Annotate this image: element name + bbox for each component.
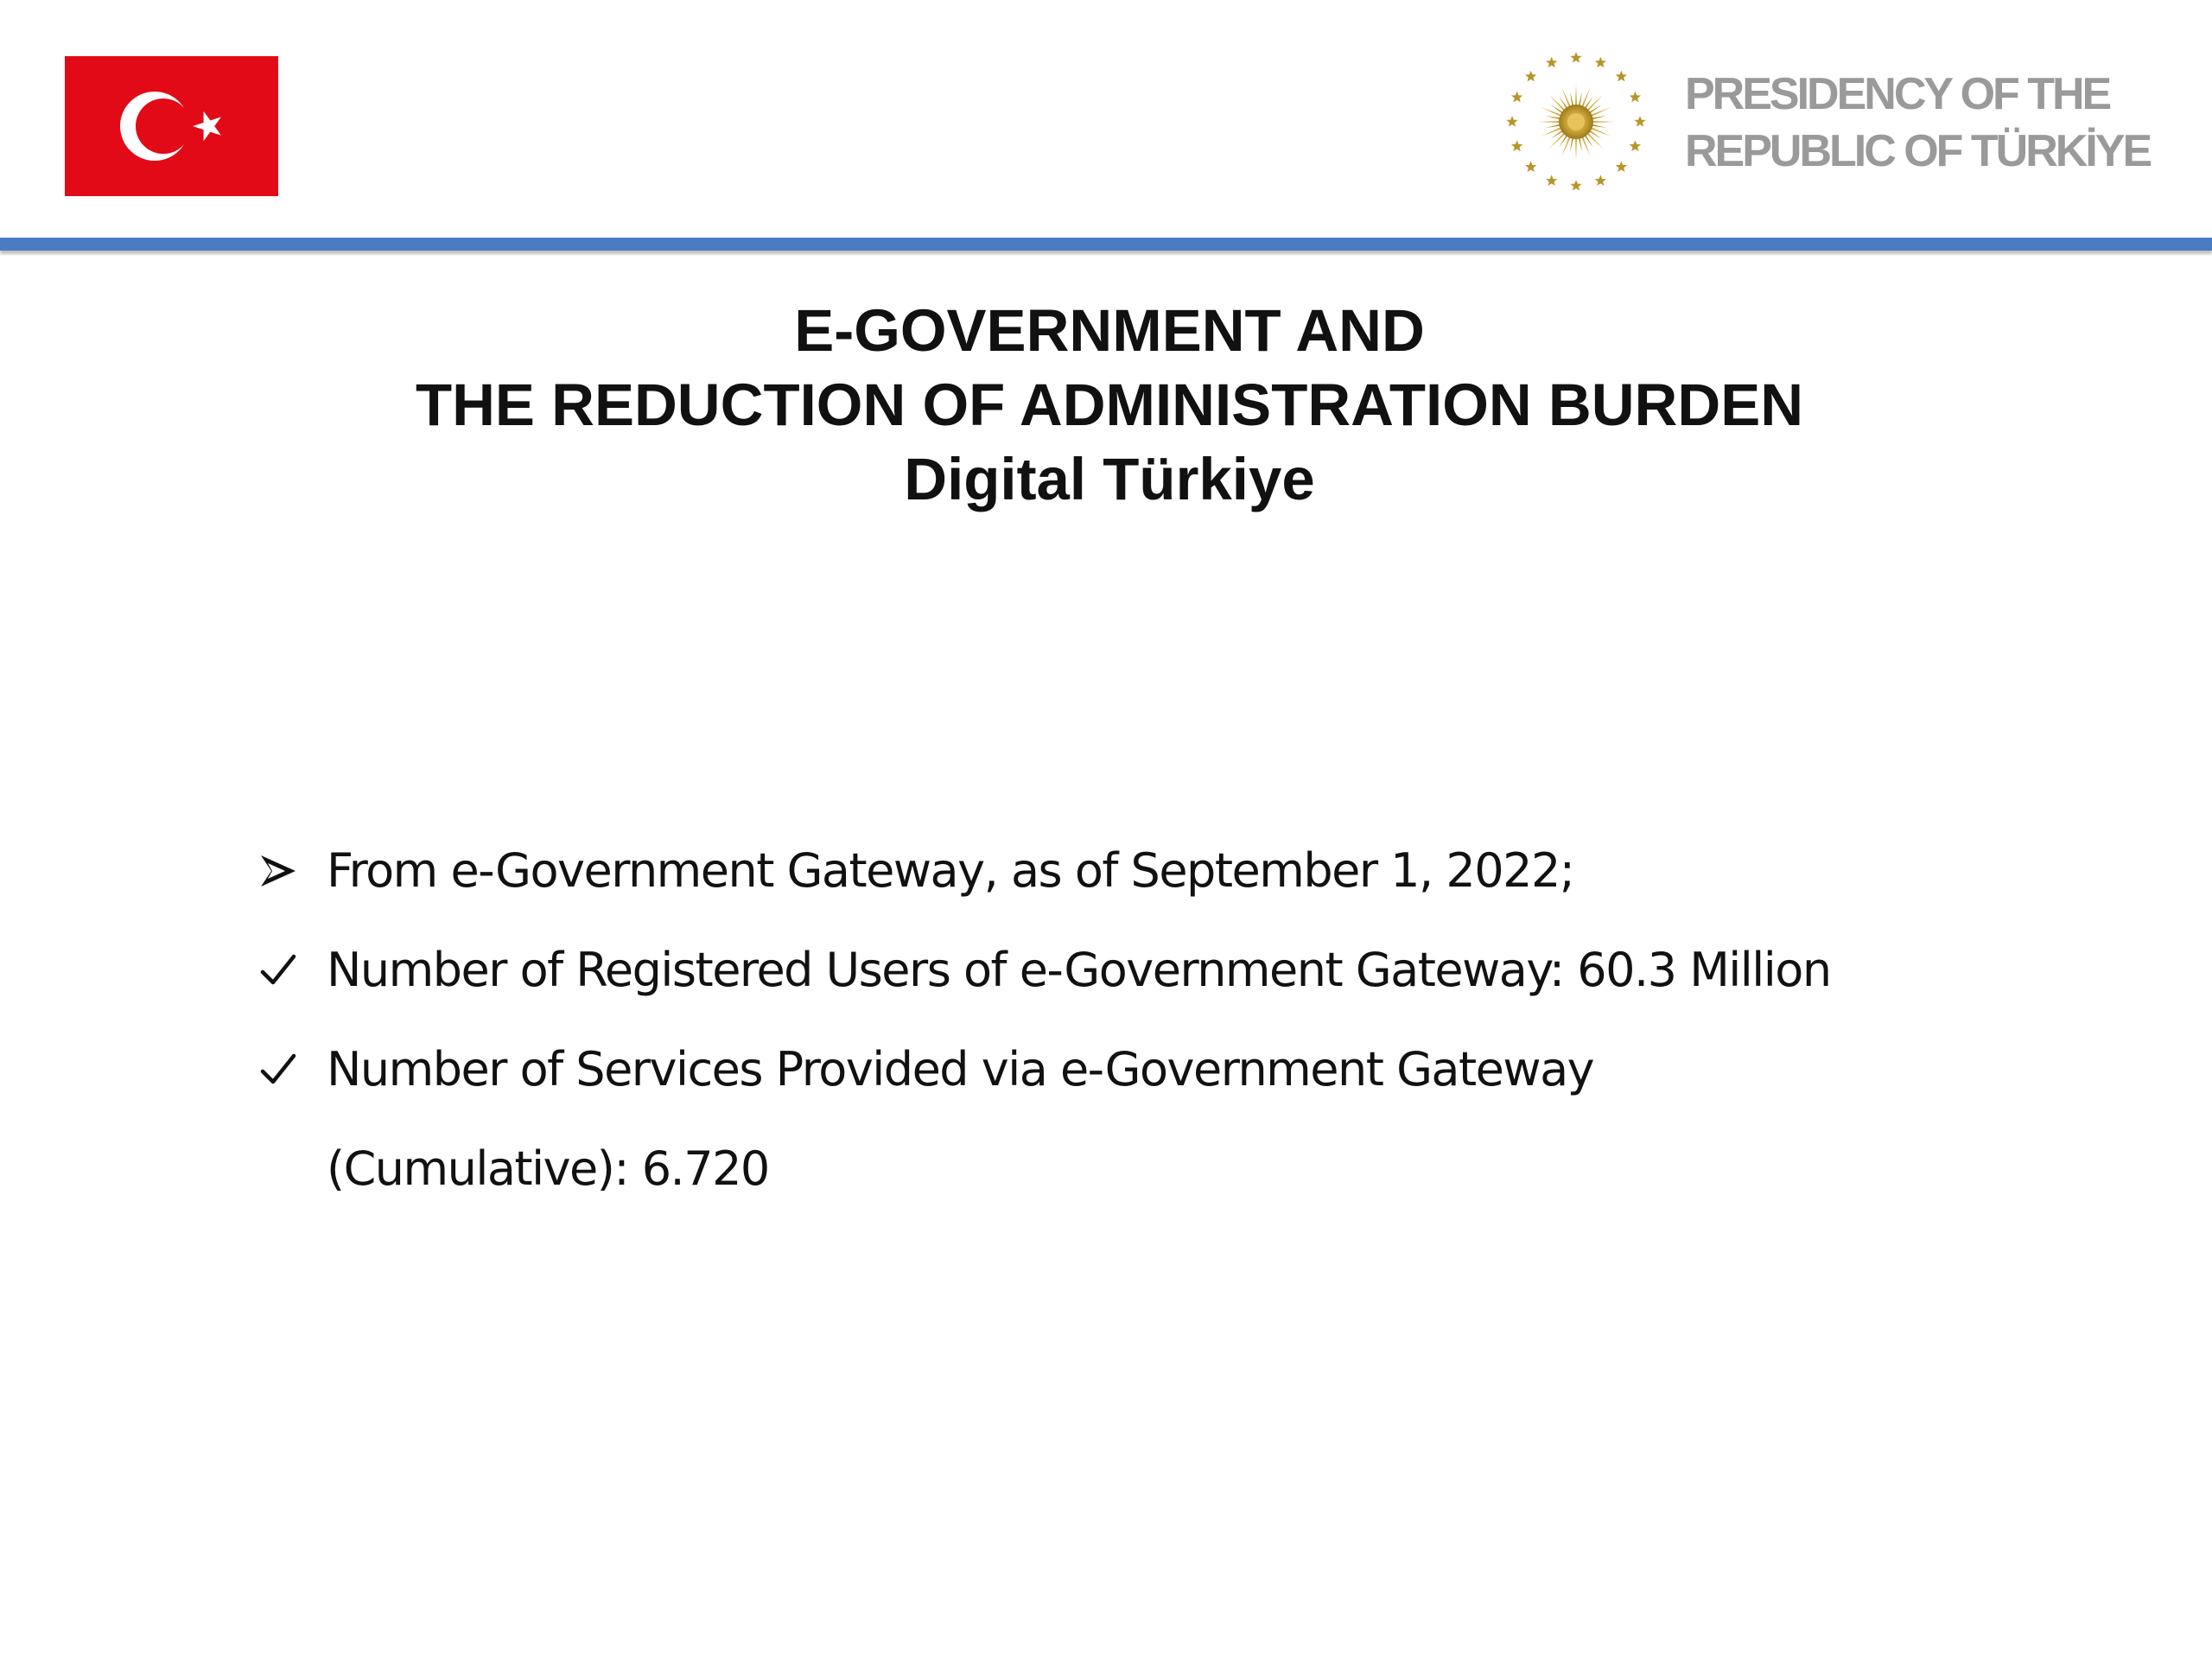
seal-star (1595, 175, 1606, 186)
presidential-seal-icon (1502, 45, 1650, 199)
seal-star (1616, 161, 1627, 172)
bullet-text: Number of Services Provided via e-Government Gateway (327, 1042, 1594, 1096)
bullet-text-continued: (Cumulative): 6.720 (327, 1141, 769, 1196)
seal-star (1506, 116, 1517, 127)
seal-star (1546, 175, 1557, 186)
checkmark-icon (259, 920, 302, 1020)
bullet-item (259, 821, 1987, 920)
seal-star (1595, 57, 1606, 68)
seal-star (1634, 116, 1645, 127)
seal-star (1525, 71, 1536, 82)
bullet-item (259, 1020, 1987, 1218)
presidency-wordmark (1685, 66, 2150, 180)
seal-star (1570, 52, 1581, 63)
presidency-line-2: REPUBLIC OF TÜRKİYE (1685, 126, 2151, 176)
checkmark-icon (259, 1020, 302, 1119)
seal-star (1546, 57, 1557, 68)
seal-star (1511, 92, 1522, 103)
title-line-1: E-GOVERNMENT AND (794, 297, 1425, 364)
presidency-line-1: PRESIDENCY OF THE (1685, 69, 2110, 119)
arrowhead-icon (259, 821, 302, 920)
header-divider (0, 238, 2212, 251)
seal-star (1525, 161, 1536, 172)
bullet-list (259, 821, 1987, 1218)
bullet-text: Number of Registered Users of e-Government Gateway: 60.3 Million (327, 943, 1831, 997)
seal-star (1511, 140, 1522, 151)
bullet-item (259, 920, 1987, 1020)
seal-star (1616, 71, 1627, 82)
seal-star (1630, 140, 1641, 151)
turkish-flag-icon (65, 56, 278, 196)
slide-title (0, 294, 2212, 517)
seal-star (1570, 180, 1581, 191)
title-line-2: THE REDUCTION OF ADMINISTRATION BURDEN (415, 372, 1804, 438)
title-line-3: Digital Türkiye (904, 446, 1315, 512)
seal-star (1630, 92, 1641, 103)
bullet-text: From e-Government Gateway, as of September 1, 2022; (327, 843, 1574, 898)
